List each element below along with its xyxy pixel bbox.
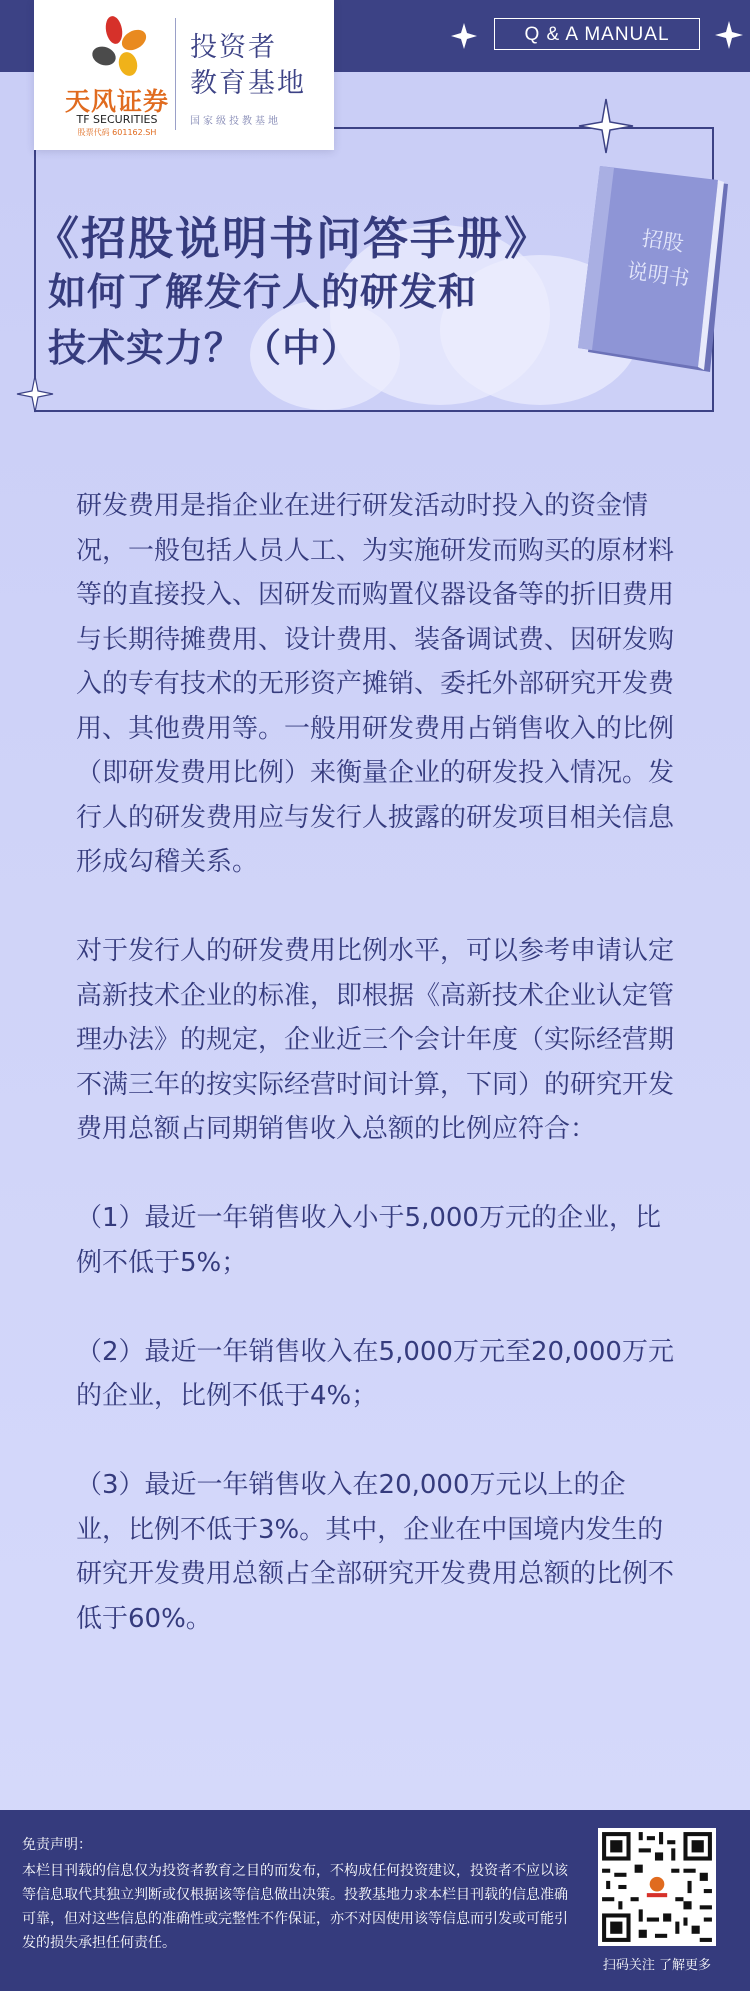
page-title: 《招股说明书问答手册》 (34, 212, 552, 265)
brand-english-name: TF SECURITIES (76, 113, 158, 126)
footer (0, 1810, 750, 1991)
book-label (604, 217, 717, 299)
disclaimer-text: 本栏目刊载的信息仅为投资者教育之目的而发布，不构成任何投资建议，投资者不应以该等信息取代其独立判断或仅根据该等信息做出决策。投教基地力求本栏目刊载的信息准确可靠，但对这些信息的准确性或完整性不作保证，亦不对因使用该等信息而引发或可能引发的损失承担任何责任。 (22, 1863, 568, 1951)
subtitle-line2: 技术实力？（中） (48, 326, 361, 370)
body-paragraph: （3）最近一年销售收入在20,000万元以上的企业，比例不低于3%。其中，企业在中国境内发生的研究开发费用总额占全部研究开发费用总额的比例不低于60%。 (76, 1470, 675, 1634)
logo-divider (175, 18, 176, 130)
qa-manual-label: Q & A MANUAL (494, 18, 700, 50)
tf-logo-icon (84, 14, 154, 80)
book-label-line2: 说明书 (625, 258, 691, 292)
edu-title-line2: 教育基地 (190, 68, 306, 99)
edu-title-line1: 投资者 (190, 32, 277, 63)
book-label-line1: 招股 (640, 226, 686, 256)
sparkle-icon (16, 375, 54, 413)
sparkle-icon (450, 22, 478, 50)
edu-base-subtitle: 国家级投教基地 (190, 116, 281, 127)
qr-caption: 扫码关注 了解更多 (602, 1958, 712, 1973)
page-subtitle (48, 264, 477, 376)
article-body (76, 484, 676, 1686)
body-paragraph: 研发费用是指企业在进行研发活动时投入的资金情况，一般包括人员人工、为实施研发而购买的原材料等的直接投入、因研发而购置仪器设备等的折旧费用与长期待摊费用、设计费用、装备调试费、因研发购入的专有技术的无形资产摊销、委托外部研究开发费用、其他费用等。一般用研发费用占销售收入的比例（即研发费用比例）来衡量企业的研发投入情况。发行人的研发费用应与发行人披露的研发项目相关信息形成勾稽关系。 (76, 491, 675, 877)
edu-base-title (190, 30, 306, 102)
disclaimer-title: 免责声明： (22, 1837, 92, 1853)
qr-code-icon[interactable] (598, 1828, 716, 1946)
stock-code: 股票代码 601162.SH (77, 128, 157, 137)
body-paragraph: （2）最近一年销售收入在5,000万元至20,000万元的企业，比例不低于4%； (76, 1336, 674, 1411)
logo-card (34, 0, 334, 150)
body-paragraph: （1）最近一年销售收入小于5,000万元的企业，比例不低于5%； (76, 1203, 661, 1278)
subtitle-line1: 如何了解发行人的研发和 (48, 270, 478, 314)
body-paragraph: 对于发行人的研发费用比例水平，可以参考申请认定高新技术企业的标准，即根据《高新技术企业认定管理办法》的规定，企业近三个会计年度（实际经营期不满三年的按实际经营时间计算，下同）的研究开发费用总额占同期销售收入总额的比例应符合： (76, 936, 675, 1144)
sparkle-icon (578, 98, 634, 154)
sparkle-icon (714, 20, 744, 50)
brand-name: 天风证券 (64, 87, 169, 116)
